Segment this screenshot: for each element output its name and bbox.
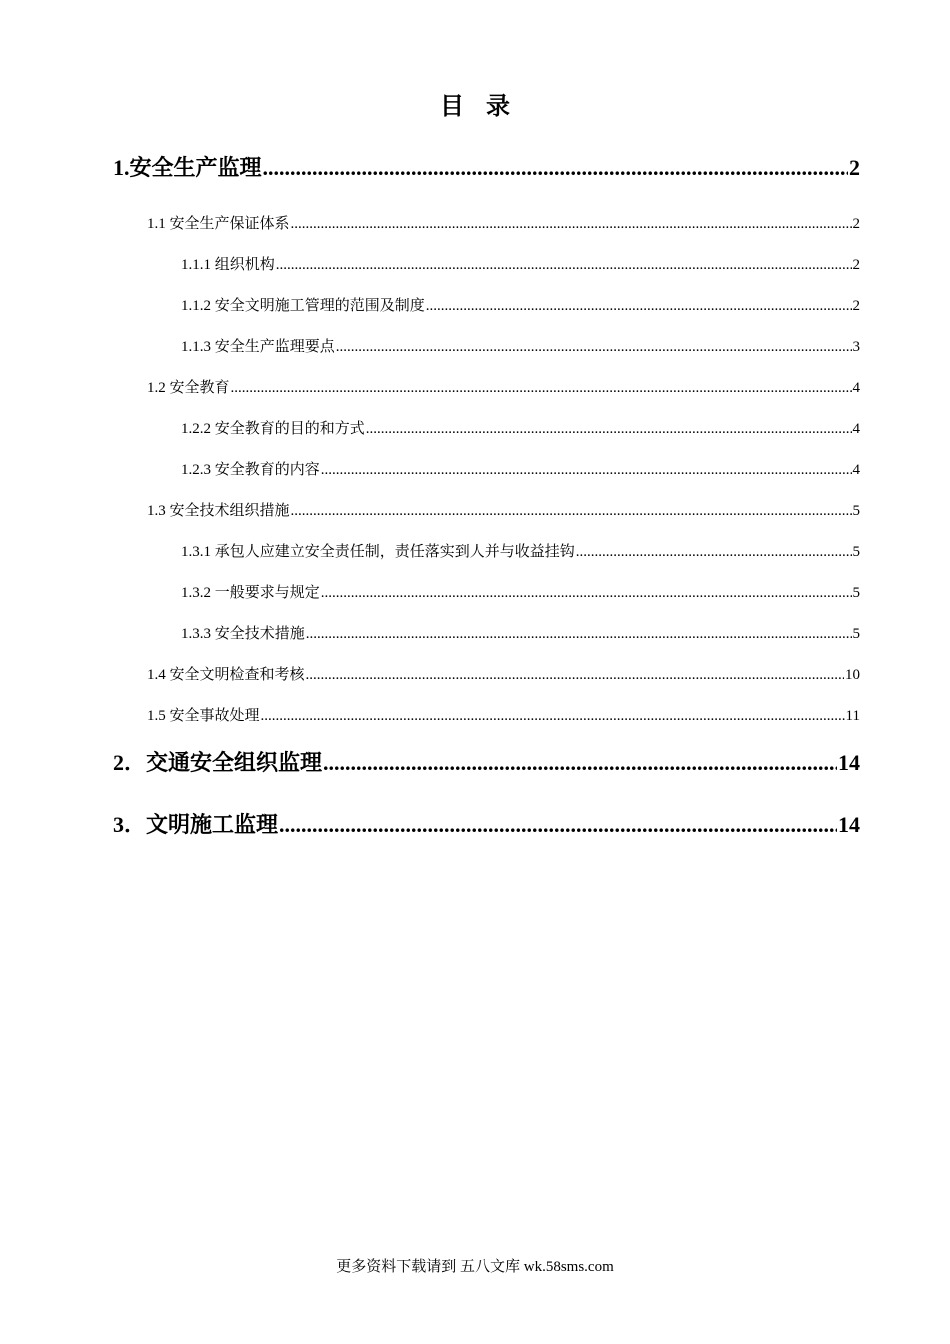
toc-entry-label: 1.3.3 安全技术措施 bbox=[181, 626, 305, 642]
toc-leader-dots bbox=[306, 664, 844, 686]
toc-entry-page: 10 bbox=[845, 667, 860, 683]
toc-entry-page: 4 bbox=[852, 380, 860, 396]
toc-entry-label: 3．文明施工监理 bbox=[113, 812, 279, 837]
toc-entry-label: 2．交通安全组织监理 bbox=[113, 750, 323, 775]
toc-leader-dots bbox=[306, 623, 852, 645]
toc-entry-1-1[interactable] bbox=[147, 213, 860, 235]
toc-entry-1-3-2[interactable] bbox=[181, 582, 860, 604]
toc-entry-label: 1.2.2 安全教育的目的和方式 bbox=[181, 421, 365, 437]
toc-entry-page: 14 bbox=[838, 812, 860, 837]
toc-entry-1-2[interactable] bbox=[147, 377, 860, 399]
toc-entry-page: 14 bbox=[838, 750, 860, 775]
toc-leader-dots bbox=[276, 254, 852, 276]
toc-entry-1-1-2[interactable] bbox=[181, 295, 860, 317]
toc-entry-label: 1.2 安全教育 bbox=[147, 380, 230, 396]
toc-entry-3[interactable] bbox=[113, 809, 860, 841]
toc-entry-label: 1.4 安全文明检查和考核 bbox=[147, 667, 305, 683]
toc-leader-dots bbox=[366, 418, 852, 440]
toc-leader-dots bbox=[291, 500, 852, 522]
toc-entry-page: 5 bbox=[852, 626, 860, 642]
toc-entry-label: 1.3.2 一般要求与规定 bbox=[181, 585, 320, 601]
toc-leader-dots bbox=[323, 747, 837, 779]
toc-entry-page: 2 bbox=[849, 155, 860, 180]
toc-entry-1-1-3[interactable] bbox=[181, 336, 860, 358]
toc-entry-page: 4 bbox=[852, 462, 860, 478]
toc-entry-1-5[interactable] bbox=[147, 705, 860, 727]
toc-entry-page: 5 bbox=[852, 503, 860, 519]
toc-entry-page: 11 bbox=[845, 708, 860, 724]
toc-entry-page: 5 bbox=[852, 544, 860, 560]
toc-leader-dots bbox=[336, 336, 852, 358]
page-footer: 更多资料下载请到 五八文库 wk.58sms.com bbox=[336, 1259, 614, 1275]
toc-entry-page: 4 bbox=[852, 421, 860, 437]
toc-entry-1-4[interactable] bbox=[147, 664, 860, 686]
toc-leader-dots bbox=[261, 705, 845, 727]
toc-entry-label: 1.1 安全生产保证体系 bbox=[147, 216, 290, 232]
toc-entry-page: 5 bbox=[852, 585, 860, 601]
toc-leader-dots bbox=[576, 541, 852, 563]
toc-leader-dots bbox=[263, 152, 848, 184]
toc-entry-page: 2 bbox=[852, 298, 860, 314]
toc-entry-page: 2 bbox=[852, 257, 860, 273]
toc-leader-dots bbox=[321, 582, 852, 604]
toc-entry-page: 3 bbox=[852, 339, 860, 355]
toc-leader-dots bbox=[231, 377, 852, 399]
toc-entry-label: 1.2.3 安全教育的内容 bbox=[181, 462, 320, 478]
toc-entry-1-3-1[interactable] bbox=[181, 541, 860, 563]
toc-entry-label: 1.安全生产监理 bbox=[113, 155, 262, 180]
toc-entry-label: 1.1.1 组织机构 bbox=[181, 257, 275, 273]
toc-entry-label: 1.3 安全技术组织措施 bbox=[147, 503, 290, 519]
toc-entry-label: 1.3.1 承包人应建立安全责任制，责任落实到人并与收益挂钩 bbox=[181, 544, 575, 560]
toc-entry-page: 2 bbox=[852, 216, 860, 232]
toc-leader-dots bbox=[291, 213, 852, 235]
toc-entry-2[interactable] bbox=[113, 747, 860, 779]
toc-entry-1-3-3[interactable] bbox=[181, 623, 860, 645]
toc-entry-1-1-1[interactable] bbox=[181, 254, 860, 276]
toc-entry-label: 1.5 安全事故处理 bbox=[147, 708, 260, 724]
toc-entry-1[interactable] bbox=[113, 152, 860, 184]
toc-entry-1-2-2[interactable] bbox=[181, 418, 860, 440]
toc-entry-label: 1.1.3 安全生产监理要点 bbox=[181, 339, 335, 355]
toc-leader-dots bbox=[321, 459, 852, 481]
toc-entry-label: 1.1.2 安全文明施工管理的范围及制度 bbox=[181, 298, 425, 314]
toc-leader-dots bbox=[426, 295, 852, 317]
toc-entry-1-3[interactable] bbox=[147, 500, 860, 522]
toc-leader-dots bbox=[279, 809, 837, 841]
toc-entry-1-2-3[interactable] bbox=[181, 459, 860, 481]
page-title: 目录 bbox=[440, 94, 532, 120]
